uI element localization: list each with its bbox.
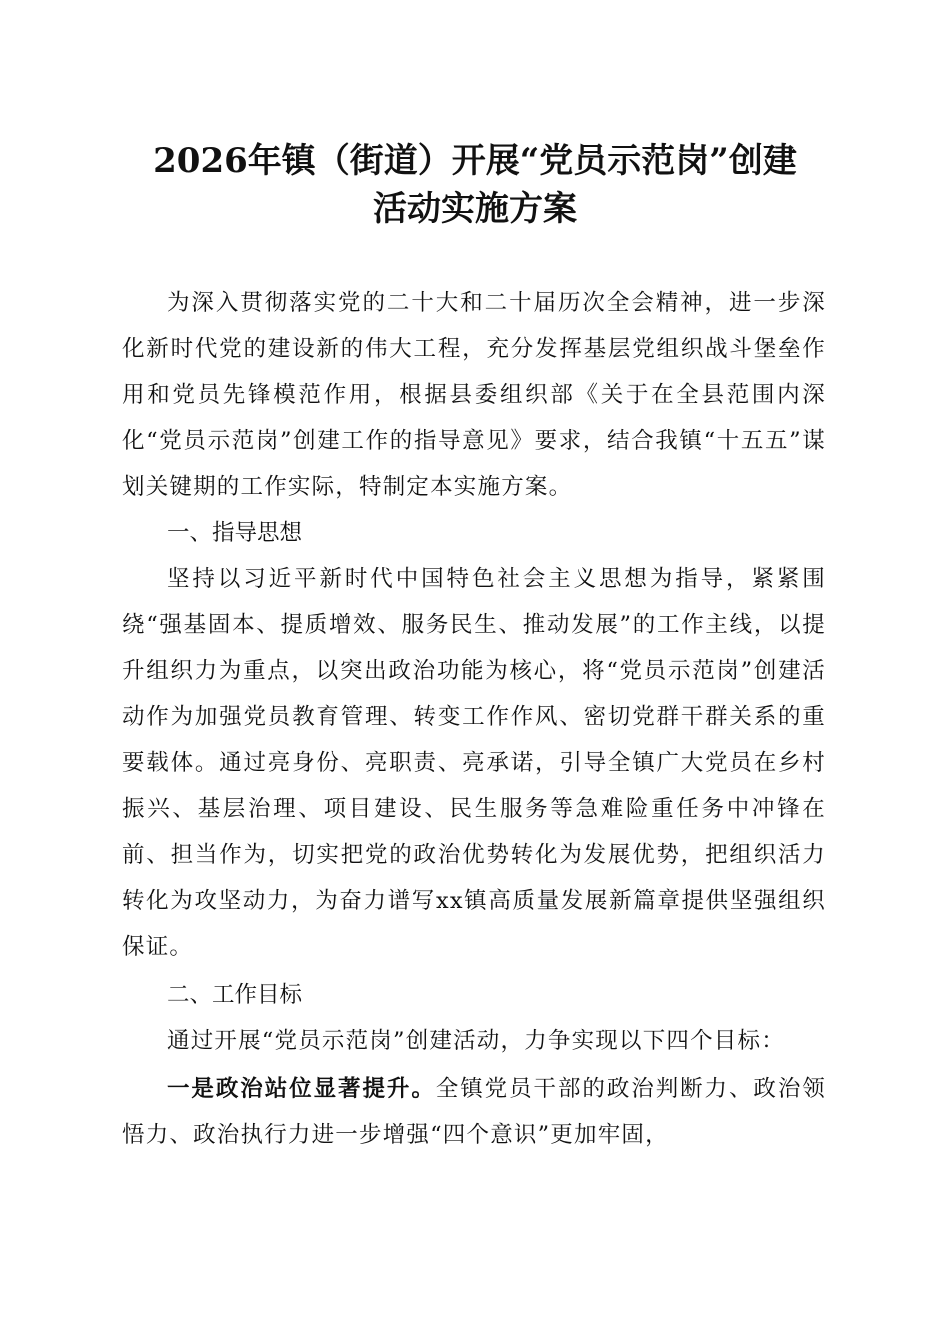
document-body [122,280,826,1158]
section-heading-guiding-ideology: 一、指导思想 [167,520,303,546]
document-title-line-1: 2026年镇（街道）开展“党员示范岗”创建 [153,141,797,181]
goal-1-lead: 一是政治站位显著提升。 [167,1076,436,1102]
work-goals-paragraph: 通过开展“党员示范岗”创建活动，力争实现以下四个目标： [167,1028,785,1054]
document-title-line-2: 活动实施方案 [373,189,577,229]
section-heading-work-goals: 二、工作目标 [167,982,303,1008]
goal-1-paragraph [122,1066,826,1158]
goal-1-text: 全镇党员干部的政治判断力、政治领悟力、政治执行力进一步增强“四个意识”更加牢固， [122,1076,826,1148]
intro-paragraph: 为深入贯彻落实党的二十大和二十届历次全会精神，进一步深化新时代党的建设新的伟大工程，充分发挥基层党组织战斗堡垒作用和党员先锋模范作用，根据县委组织部《关于在全县范围内深化“党员示范岗”创建工作的指导意见》要求，结合我镇“十五五”谋划关键期的工作实际，特制定本实施方案。 [122,290,826,500]
guiding-ideology-paragraph: 坚持以习近平新时代中国特色社会主义思想为指导，紧紧围绕“强基固本、提质增效、服务民生、推动发展”的工作主线，以提升组织力为重点，以突出政治功能为核心，将“党员示范岗”创建活动作为加强党员教育管理、转变工作作风、密切党群干群关系的重要载体。通过亮身份、亮职责、亮承诺，引导全镇广大党员在乡村振兴、基层治理、项目建设、民生服务等急难险重任务中冲锋在前、担当作为，切实把党的政治优势转化为发展优势，把组织活力转化为攻坚动力，为奋力谱写xx镇高质量发展新篇章提供坚强组织保证。 [122,566,826,960]
